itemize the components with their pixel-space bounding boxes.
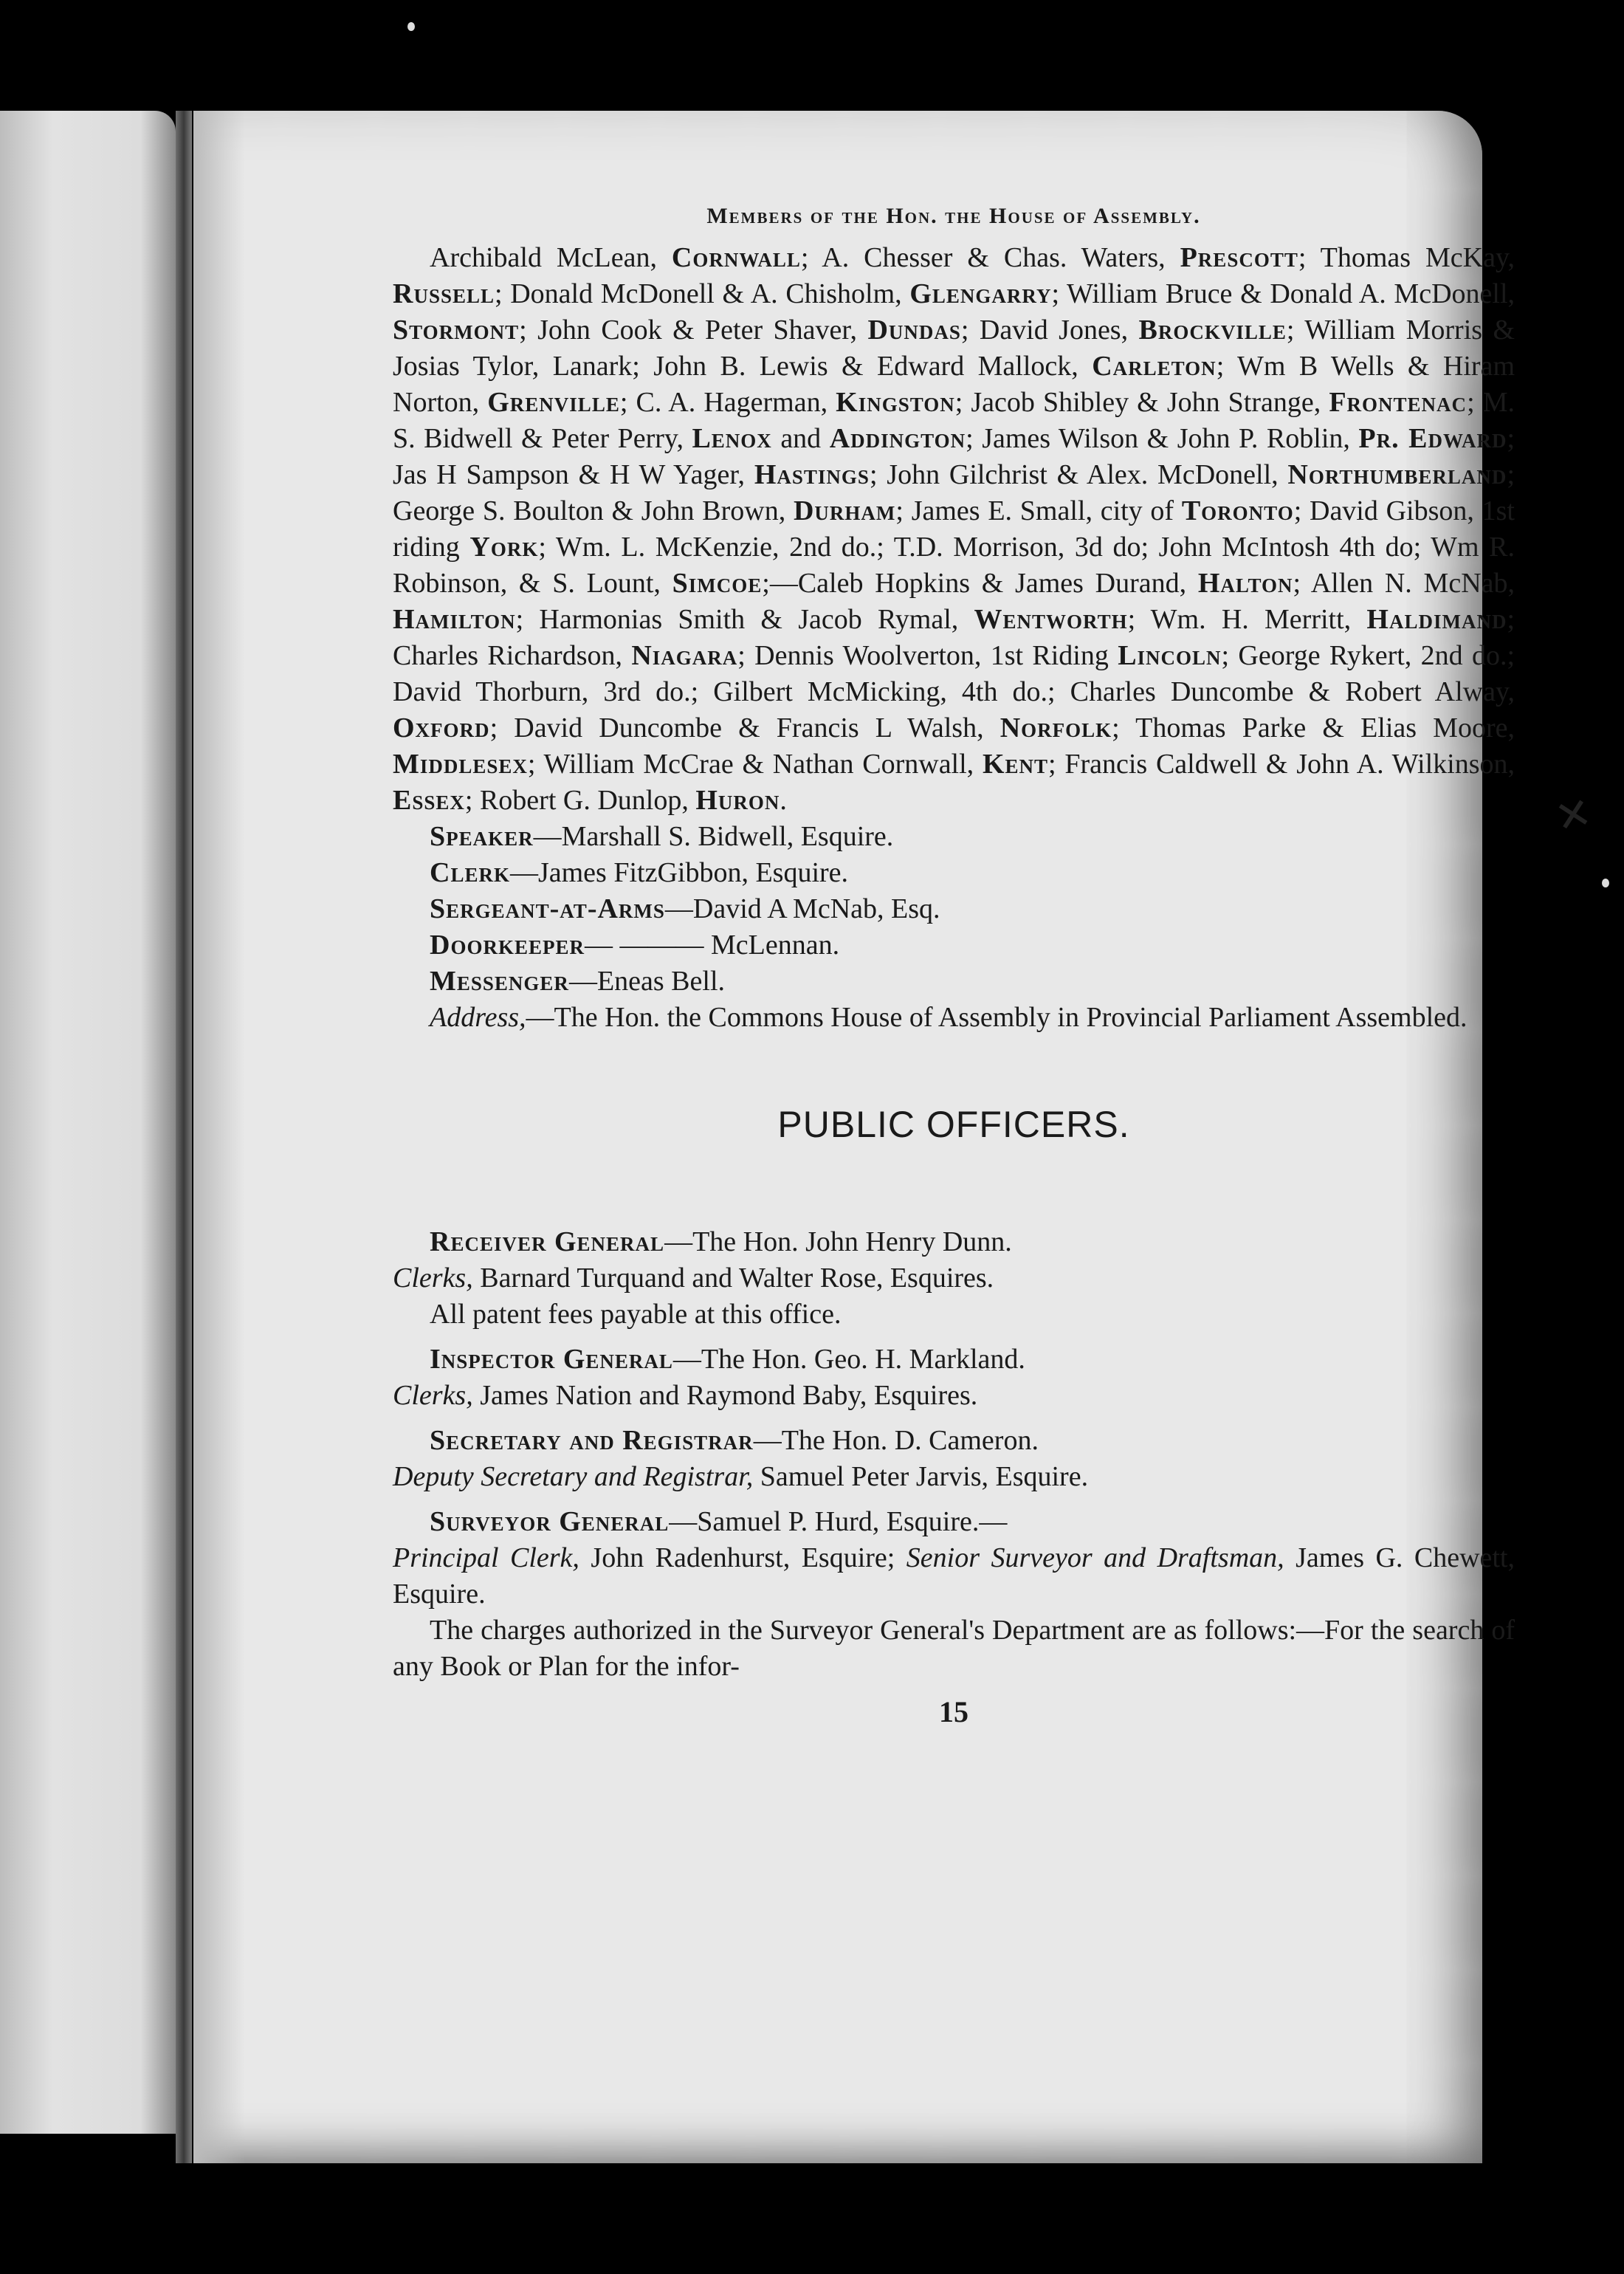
county-name: Middlesex — [393, 749, 528, 780]
county-name: Grenville — [487, 387, 620, 418]
entry-holder: —The Hon. Geo. H. Markland. — [672, 1344, 1025, 1375]
address-label: Address, — [430, 1002, 526, 1033]
county-name: Toronto — [1181, 495, 1294, 526]
county-name: Brockville — [1138, 315, 1287, 346]
county-name: Essex — [393, 785, 465, 816]
member-names: ; Charles Richardson, — [393, 604, 1515, 671]
county-name: Simcoe — [672, 568, 763, 599]
county-name: Frontenac — [1329, 387, 1468, 418]
member-names: ; Robert G. Dunlop, — [464, 785, 696, 816]
officer-role: Speaker — [430, 821, 534, 852]
member-names: ; Francis Caldwell & John A. Wilkinson, — [1048, 749, 1515, 780]
county-name: Oxford — [393, 712, 490, 743]
entry-lead — [393, 1224, 1515, 1260]
member-names: ; William Morris & Josias Tylor, Lanark; John B. Lewis & Edward Mallock, — [393, 315, 1515, 382]
county-name: Stormont — [393, 315, 520, 346]
entry-role: Secretary and Registrar — [430, 1425, 754, 1456]
running-head: Members of the Hon. the House of Assembly. — [706, 204, 1201, 228]
clerks-label: Clerks, — [393, 1263, 473, 1294]
officer-holder: —Marshall S. Bidwell, Esquire. — [533, 821, 894, 852]
entry-holder: —Samuel P. Hurd, Esquire.— — [669, 1506, 1008, 1537]
clerks-names: James Nation and Raymond Baby, Esquires. — [472, 1380, 978, 1411]
county-name: Hamilton — [393, 604, 516, 635]
entry-lead — [393, 1342, 1515, 1378]
surveyor-general-entry — [393, 1504, 1515, 1685]
member-names: Archibald McLean, — [430, 242, 672, 273]
county-name: Cornwall — [671, 242, 801, 273]
county-name: Kingston — [836, 387, 955, 418]
county-name: Prescott — [1180, 242, 1298, 273]
county-name: Wentworth — [974, 604, 1128, 635]
member-names: ; Allen N. McNab, — [1293, 568, 1515, 599]
address-text: —The Hon. the Commons House of Assembly in Provincial Parliament Assembled. — [526, 1002, 1468, 1033]
entry-role: Receiver General — [430, 1226, 665, 1257]
principal-name: John Radenhurst, Esquire; — [579, 1542, 906, 1573]
entry-holder: —The Hon. John Henry Dunn. — [664, 1226, 1012, 1257]
member-names: ;—Caleb Hopkins & James Durand, — [762, 568, 1198, 599]
inspector-general-entry — [393, 1342, 1515, 1414]
officer-speaker — [430, 819, 1515, 855]
county-name: Lincoln — [1118, 640, 1222, 671]
officer-holder: — ——— McLennan. — [584, 930, 840, 961]
officer-doorkeeper — [430, 927, 1515, 963]
member-names: ; John Cook & Peter Shaver, — [519, 315, 868, 346]
members-list — [393, 240, 1515, 819]
county-name: Carleton — [1092, 351, 1217, 382]
member-names: ; John Gilchrist & Alex. McDonell, — [869, 459, 1288, 490]
binding-gutter — [176, 111, 192, 2163]
member-names: ; James Wilson & John P. Roblin, — [966, 423, 1359, 454]
officer-holder: —David A McNab, Esq. — [664, 893, 940, 924]
member-names: ; C. A. Hagerman, — [619, 387, 836, 418]
county-name: York — [469, 532, 539, 563]
officer-role: Clerk — [430, 857, 510, 888]
handwritten-x-mark: ✕ — [1550, 786, 1597, 844]
county-name: Norfolk — [999, 712, 1112, 743]
member-names: ; Dennis Woolverton, 1st Riding — [737, 640, 1118, 671]
clerks-names: Barnard Turquand and Walter Rose, Esquires. — [472, 1263, 994, 1294]
member-names: ; Jas H Sampson & H W Yager, — [393, 423, 1515, 490]
officer-holder: —Eneas Bell. — [568, 966, 725, 997]
officer-role: Messenger — [430, 966, 569, 997]
section-title: PUBLIC OFFICERS. — [777, 1104, 1130, 1145]
county-name: Lenox — [692, 423, 772, 454]
film-speck — [1602, 879, 1609, 887]
assembly-officers — [393, 819, 1515, 1000]
county-name: Glengarry — [909, 278, 1052, 309]
deputy-name: Samuel Peter Jarvis, Esquire. — [753, 1461, 1089, 1492]
member-names: ; William Bruce & Donald A. McDonell, — [1051, 278, 1515, 309]
entry-lead — [393, 1504, 1515, 1540]
senior-name: James G. Chewett, Esquire. — [393, 1542, 1515, 1610]
officer-holder: —James FitzGibbon, Esquire. — [509, 857, 849, 888]
county-name: Hastings — [754, 459, 870, 490]
county-name: Durham — [793, 495, 896, 526]
officer-role: Doorkeeper — [430, 930, 585, 961]
member-names: ; Thomas McKay, — [1298, 242, 1515, 273]
county-name: Niagara — [631, 640, 738, 671]
member-names: ; William McCrae & Nathan Cornwall, — [527, 749, 983, 780]
member-names: ; David Jones, — [960, 315, 1139, 346]
secretary-registrar-entry — [393, 1423, 1515, 1495]
member-names: ; George Rykert, 2nd do.; David Thorburn, 3rd do.; Gilbert McMicking, 4th do.; Charles Duncombe & Robert Alway, — [393, 640, 1515, 707]
entry-role: Inspector General — [430, 1344, 673, 1375]
entry-deputy — [393, 1459, 1515, 1495]
page-number: 15 — [939, 1695, 968, 1728]
left-facing-page-edge — [0, 111, 176, 2134]
member-names: ; Donald McDonell & A. Chisholm, — [495, 278, 910, 309]
entry-holder: —The Hon. D. Cameron. — [753, 1425, 1039, 1456]
entry-note: All patent fees payable at this office. — [430, 1299, 842, 1330]
entry-clerks — [393, 1378, 1515, 1414]
county-name: Dundas — [867, 315, 961, 346]
deputy-label: Deputy Secretary and Registrar, — [393, 1461, 754, 1492]
member-names: ; A. Chesser & Chas. Waters, — [800, 242, 1180, 273]
county-name: Kent — [982, 749, 1049, 780]
member-names: ; David Gibson, 1st riding — [393, 495, 1515, 563]
member-names: ; Jacob Shibley & John Strange, — [954, 387, 1329, 418]
officer-clerk — [430, 855, 1515, 891]
clerks-label: Clerks, — [393, 1380, 473, 1411]
county-name: Northumberland — [1287, 459, 1507, 490]
entry-clerks — [393, 1540, 1515, 1612]
county-name: Russell — [393, 278, 495, 309]
officer-role: Sergeant-at-Arms — [430, 893, 665, 924]
member-names: ; Wm B Wells & Hiram Norton, — [393, 351, 1515, 418]
member-names: ; Wm. L. McKenzie, 2nd do.; T.D. Morrison, 3d do; John McIntosh 4th do; Wm R. Robinson, & S. Lount, — [393, 532, 1515, 599]
member-names: ; George S. Boulton & John Brown, — [393, 459, 1515, 526]
film-speck — [407, 22, 415, 31]
senior-label: Senior Surveyor and Draftsman, — [906, 1542, 1284, 1573]
receiver-general-entry — [393, 1224, 1515, 1333]
county-name: Huron — [695, 785, 780, 816]
principal-label: Principal Clerk, — [393, 1542, 579, 1573]
member-names: ; David Duncombe & Francis L Walsh, — [489, 712, 1000, 743]
member-names: and — [771, 423, 830, 454]
address-paragraph — [393, 1000, 1515, 1036]
county-name: Halton — [1197, 568, 1293, 599]
entry-role: Surveyor General — [430, 1506, 670, 1537]
county-name: Haldimand — [1366, 604, 1507, 635]
entry-charges: The charges authorized in the Surveyor General's Department are as follows:—For the search of any Book or Plan for the infor- — [393, 1615, 1515, 1682]
member-names: ; Wm. H. Merritt, — [1127, 604, 1367, 635]
member-names: ; James E. Small, city of — [895, 495, 1182, 526]
members-end: . — [780, 785, 787, 816]
county-name: Pr. Edward — [1358, 423, 1507, 454]
member-names: ; M. S. Bidwell & Peter Perry, — [393, 387, 1515, 454]
officer-messenger — [430, 963, 1515, 1000]
entry-lead — [393, 1423, 1515, 1459]
member-names: ; Harmonias Smith & Jacob Rymal, — [515, 604, 974, 635]
book-page — [193, 111, 1597, 2163]
entry-clerks — [393, 1260, 1515, 1296]
county-name: Addington — [829, 423, 966, 454]
member-names: ; Thomas Parke & Elias Moore, — [1112, 712, 1515, 743]
page-content — [393, 198, 1515, 1730]
officer-sergeant-at-arms — [430, 891, 1515, 927]
